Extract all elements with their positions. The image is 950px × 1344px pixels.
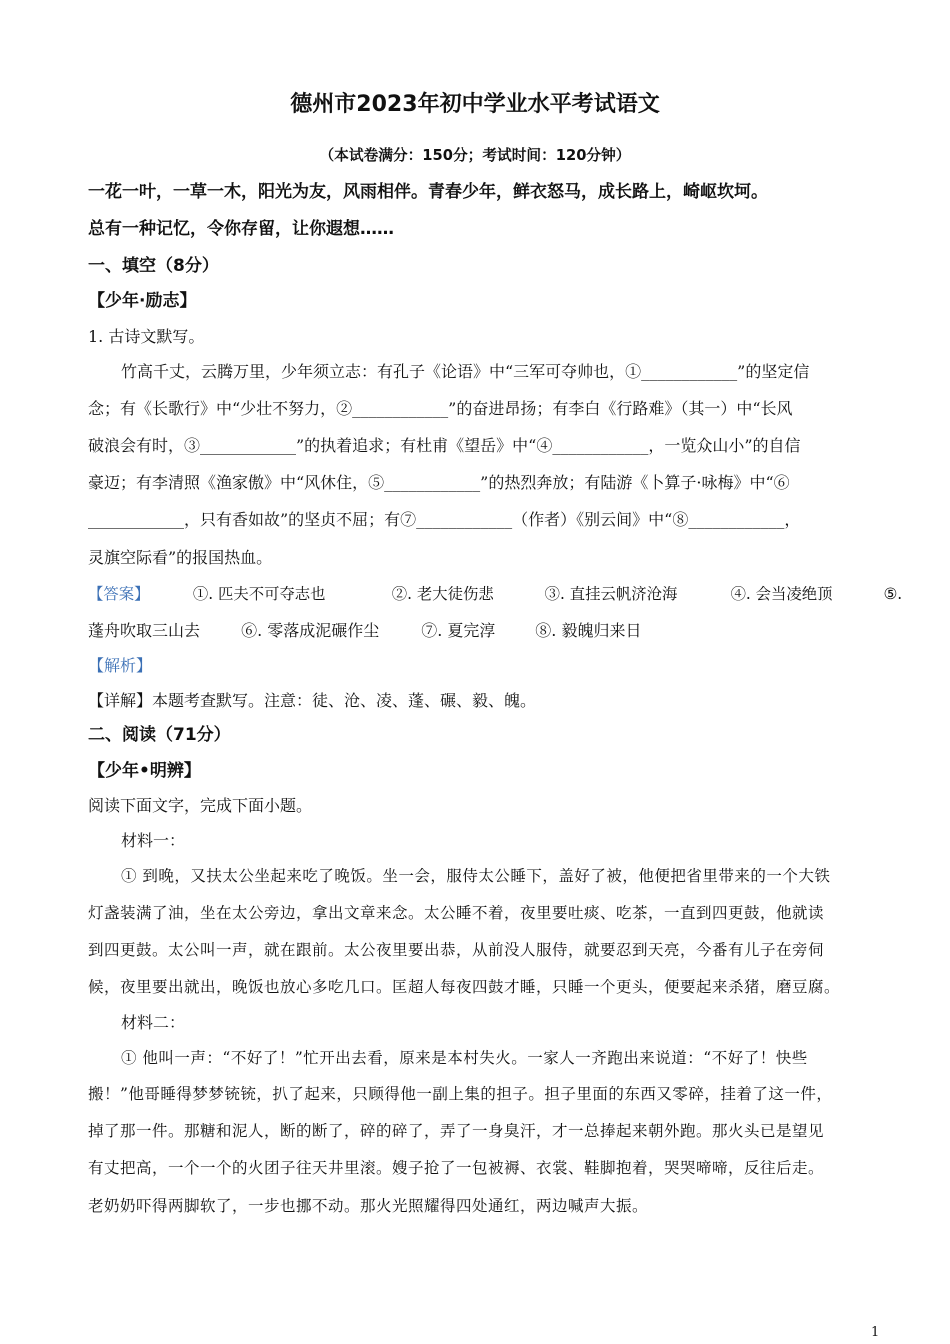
recitation-line: 念；有《长歌行》中“少壮不努力，②____________”的奋进昂扬；有李白《行路难》（其一）中“长风 bbox=[88, 399, 793, 418]
material1-line: 灯盏装满了油，坐在太公旁边，拿出文章来念。太公睡不着，夜里要吐痰、吃茶，一直到四更鼓，他就读 bbox=[88, 904, 825, 922]
reading-instruction: 阅读下面文字，完成下面小题。 bbox=[88, 796, 313, 815]
answer-item: ⑧. 毅魄归来日 bbox=[535, 621, 642, 640]
answer-item: ⑥. 零落成泥碾作尘 bbox=[241, 621, 380, 640]
question-1: 1. 古诗文默写。 bbox=[88, 327, 205, 346]
answer-item: 蓬舟吹取三山去 bbox=[88, 621, 201, 640]
answer-row-1 bbox=[88, 584, 902, 604]
exam-title: 德州市2023年初中学业水平考试语文 bbox=[290, 92, 660, 117]
answer-label: 【答案】 bbox=[88, 585, 150, 603]
section2-tag: 【少年•明辨】 bbox=[88, 761, 201, 781]
answer-item: ⑦. 夏完淳 bbox=[421, 621, 496, 640]
answer-item: ⑤. bbox=[883, 585, 903, 603]
section1-heading: 一、填空（8分） bbox=[88, 256, 219, 276]
material2-label: 材料二： bbox=[121, 1013, 186, 1032]
material2-line: 掉了那一件。那糖和泥人，断的断了，碎的碎了，弄了一身臭汗，才一总捧起来朝外跑。那火头已是望见 bbox=[88, 1122, 825, 1140]
section1-tag: 【少年·励志】 bbox=[88, 291, 197, 311]
material1-line: 候，夜里要出就出，晚饭也放心多吃几口。匡超人每夜四鼓才睡，只睡一个更头，便要起来杀猪，磨豆腐。 bbox=[88, 978, 841, 996]
recitation-line: 灵旗空际看”的报国热血。 bbox=[88, 548, 273, 567]
material1-label: 材料一： bbox=[121, 831, 186, 850]
answer-item: ①. 匹夫不可夺志也 bbox=[192, 585, 326, 603]
detail-text: 【详解】本题考查默写。注意：徒、沧、凌、蓬、碾、毅、魄。 bbox=[88, 691, 537, 710]
answer-item: ③. 直挂云帆济沧海 bbox=[544, 585, 678, 603]
answer-item: ②. 老大徒伤悲 bbox=[391, 585, 494, 603]
material2-line: 搬！”他哥睡得梦梦铳铳，扒了起来，只顾得他一副上集的担子。担子里面的东西又零碎，挂着了这一件， bbox=[88, 1085, 833, 1103]
page-number: 1 bbox=[871, 1325, 880, 1340]
recitation-line: 竹高千丈，云腾万里，少年须立志：有孔子《论语》中“三军可夺帅也，①____________”的坚定信 bbox=[121, 362, 810, 381]
material2-line: ① 他叫一声：“不好了！”忙开出去看，原来是本村失火。一家人一齐跑出来说道：“不好了！快些 bbox=[121, 1049, 808, 1067]
material2-line: 有丈把高，一个一个的火团子往天井里滚。嫂子抢了一包被褥、衣裳、鞋脚抱着，哭哭啼啼，反往后走。 bbox=[88, 1159, 825, 1177]
material2-line: 老奶奶吓得两脚软了，一步也挪不动。那火光照耀得四处通红，两边喊声大振。 bbox=[88, 1197, 649, 1215]
exam-subtitle: （本试卷满分：150分；考试时间：120分钟） bbox=[319, 147, 631, 164]
analysis-label: 【解析】 bbox=[88, 656, 153, 675]
answer-row-2 bbox=[88, 621, 641, 641]
material1-line: ① 到晚，又扶太公坐起来吃了晚饭。坐一会，服侍太公睡下，盖好了被，他便把省里带来的一个大铁 bbox=[121, 867, 831, 885]
recitation-line: ____________，只有香如故”的坚贞不屈；有⑦____________（作者）《别云间》中“⑧____________， bbox=[88, 510, 801, 529]
intro-line-1: 一花一叶，一草一木，阳光为友，风雨相伴。青春少年，鲜衣怒马，成长路上，崎岖坎坷。 bbox=[88, 182, 768, 202]
answer-item: ④. 会当凌绝顶 bbox=[730, 585, 833, 603]
material1-line: 到四更鼓。太公叫一声，就在跟前。太公夜里要出恭，从前没人服侍，就要忍到天亮，今番有儿子在旁伺 bbox=[88, 941, 825, 959]
section2-heading: 二、阅读（71分） bbox=[88, 725, 231, 745]
intro-line-2: 总有一种记忆，令你存留，让你遐想…… bbox=[88, 219, 394, 239]
recitation-line: 破浪会有时，③____________”的执着追求；有杜甫《望岳》中“④____________，一览众山小”的自信 bbox=[88, 436, 801, 455]
recitation-line: 豪迈；有李清照《渔家傲》中“风休住，⑤____________”的热烈奔放；有陆游《卜算子·咏梅》中“⑥ bbox=[88, 473, 790, 492]
